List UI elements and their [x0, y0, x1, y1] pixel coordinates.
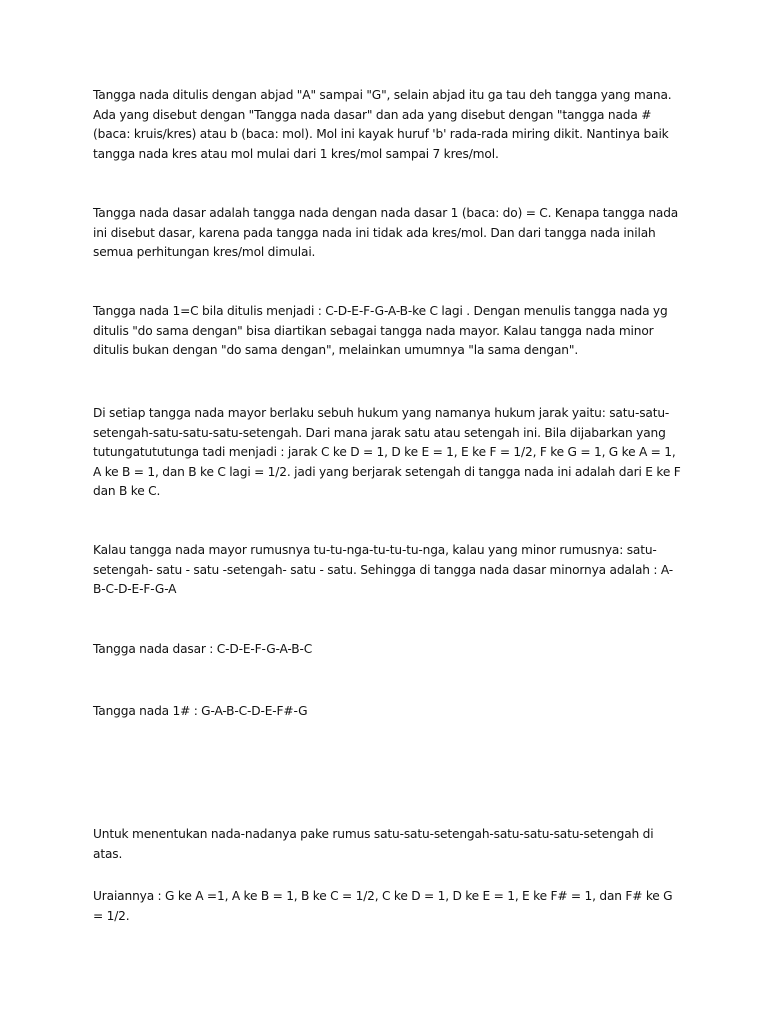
paragraph-rumus-minor: Kalau tangga nada mayor rumusnya tu-tu-nga-tu-tu-tu-nga, kalau yang minor rumusnya: satu-setengah- satu - satu -setengah- satu - satu. Sehingga di tangga nada dasar minornya adalah : A-B-C-D-E-F-G-A — [93, 543, 674, 596]
paragraph-hukum-jarak: Di setiap tangga nada mayor berlaku sebuh hukum yang namanya hukum jarak yaitu: satu-satu-setengah-satu-satu-satu-setengah. Dari mana jarak satu atau setengah ini. Bila dijabarkan yang tutungatututunga tadi menjadi : jarak C ke D = 1, D ke E = 1, E ke F = 1/2, F ke G = 1, G ke A = 1, A ke B = 1, dan B ke C lagi = 1/2. jadi yang berjarak setengah di tangga nada ini adalah dari E ke F dan B ke C. — [93, 406, 681, 498]
paragraph-intro: Tangga nada ditulis dengan abjad "A" sampai "G", selain abjad itu ga tau deh tangga yang mana. Ada yang disebut dengan "Tangga nada dasar" dan ada yang disebut dengan "tangga nada # (baca: kruis/kres) atau b (baca: mol). Mol ini kayak huruf 'b' rada-rada miring dikit. Nantinya baik tangga nada kres atau mol mulai dari 1 kres/mol sampai 7 kres/mol. — [93, 88, 672, 161]
paragraph-tangga-nada-dasar-notes: Tangga nada dasar : C-D-E-F-G-A-B-C — [93, 642, 313, 656]
paragraph-tangga-nada-dasar: Tangga nada dasar adalah tangga nada dengan nada dasar 1 (baca: do) = C. Kenapa tangga nada ini disebut dasar, karena pada tangga nada ini tidak ada kres/mol. Dan dari tangga nada inilah semua perhitungan kres/mol dimulai. — [93, 206, 679, 259]
paragraph-tangga-nada-1-kres: Tangga nada 1# : G-A-B-C-D-E-F#-G — [93, 704, 308, 718]
paragraph-mayor-minor: Tangga nada 1=C bila ditulis menjadi : C-D-E-F-G-A-B-ke C lagi . Dengan menulis tangga nada yg ditulis "do sama dengan" bisa diartikan sebagai tangga nada mayor. Kalau tangga nada minor ditulis bukan dengan "do sama dengan", melainkan umumnya "la sama dengan". — [93, 304, 668, 357]
paragraph-menentukan-nada: Untuk menentukan nada-nadanya pake rumus satu-satu-setengah-satu-satu-satu-setengah di atas. — [93, 827, 654, 861]
paragraph-uraian: Uraiannya : G ke A =1, A ke B = 1, B ke C = 1/2, C ke D = 1, D ke E = 1, E ke F# = 1, dan F# ke G = 1/2. — [93, 889, 673, 923]
